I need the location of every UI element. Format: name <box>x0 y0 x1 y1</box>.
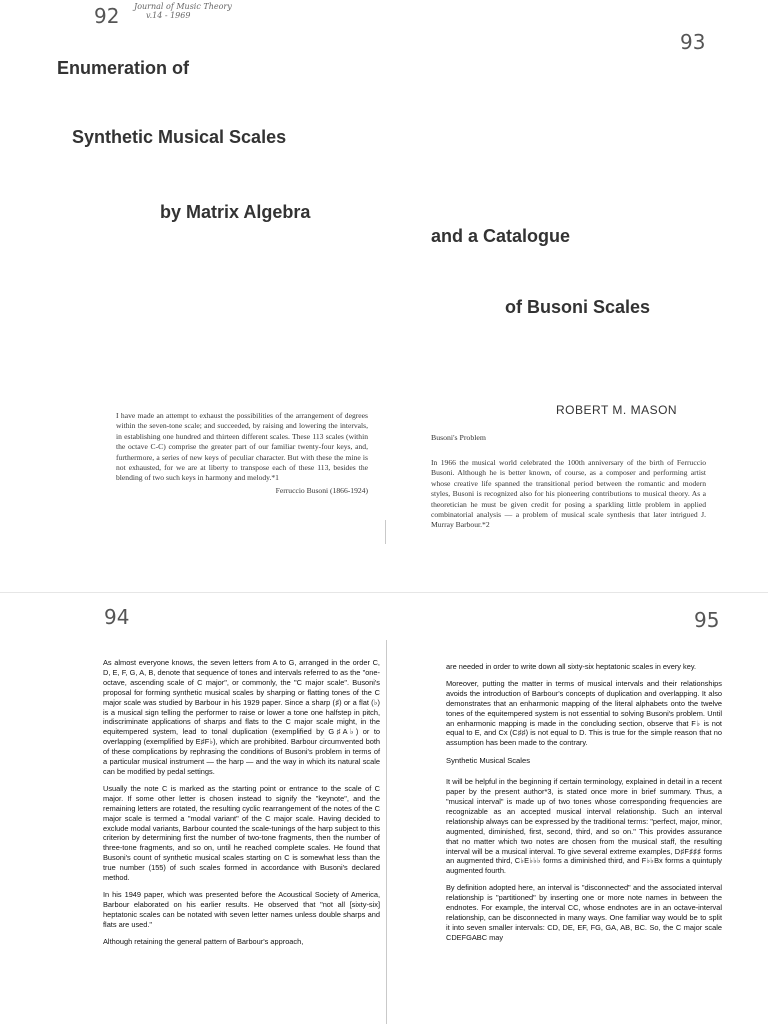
epigraph-attribution: Ferruccio Busoni (1866-1924) <box>275 485 368 495</box>
page-number-94: 94 <box>104 605 130 629</box>
page-95-paragraph-4: By definition adopted here, an interval is "disconnected" and the associated interval relationship is "partitioned" by inserting one or more note names in between the endnotes. For example, the interval CC, whose endnotes are in an octave-interval relationship, can be disconnected in many ways. One familiar way would be to split it into seven smaller intervals: CD, DE, EF, FG, GA, AB, BC. So, the C major scale CDEFGABC may <box>446 883 722 942</box>
page-94-paragraph-4: Although retaining the general pattern of Barbour's approach, <box>103 936 304 946</box>
author-name: ROBERT M. MASON <box>556 403 678 417</box>
page-95-paragraph-1: are needed in order to write down all sixty-six heptatonic scales in every key. <box>446 662 697 671</box>
busoni-problem-text: In 1966 the musical world celebrated the 100th anniversary of the birth of Ferruccio Busoni. Although he is better known, of course, as a composer and performing artist whose creative life spanned the transitional period between the romantic and modern styles, Busoni is recognized also for his pioneering contributions to musical theory. As a theoretician he must be given credit for posing a sparkling little problem in applied combinatorial analysis — a problem of musical scale synthesis that later intrigued J. Murray Barbour.*2 <box>431 458 706 530</box>
page-94-paragraph-1: As almost everyone knows, the seven letters from A to G, arranged in the order C, D, E, F, G, A, B, denote that sequence of tones and intervals referred to as the "one-octave, ascending scale of C major", or commonly, the "C major scale". Busoni's proposal for forming synthetic musical scales by sharping or flatting tones of the C major scale was studied by Barbour in his 1929 paper. Since a sharp (♯) or a flat (♭) is a musical sign telling the performer to raise or lower a tone one halfstep in pitch, indiscriminate applications of sharps and flats to the C major scale might, in the equitempered system, lead to tonal duplication (exemplified by G♯A♭) or to overlapping (exemplified by E♯F♭), which are prohibited. Barbour circumvented both of these complications by rephrasing the conditions of Busoni's problem in terms of a particular musical instrument — the harp — and the way in which its natural scale can be modified by pedal settings. <box>103 658 380 776</box>
page-94-text <box>103 658 380 953</box>
page-95-paragraph-2: Moreover, putting the matter in terms of musical intervals and their relationships avoids the introduction of Barbour's concepts of duplication and overlapping. It also demonstrates that an enharmonic mapping of the literal alphabets onto the twelve tones of the equitempered system is not essential to solving Busoni's problem. Until an enharmonic mapping is made in the concluding section, observe that F♭ is not equal to E, and Cx (C♯♯) is not equal to D. This is true for the simple reason that no assumption has been made to the contrary. <box>446 678 722 748</box>
epigraph <box>116 411 368 496</box>
page-gutter <box>386 640 387 1024</box>
page-number-95: 95 <box>694 608 720 632</box>
page-94-paragraph-3: In his 1949 paper, which was presented before the Acoustical Society of America, Barbour elaborated on his earlier results. He observed that "not all [sixty-six] heptatonic scales can be notated with seven letter names unless double sharps and flats are used." <box>103 889 380 929</box>
title-line-4: and a Catalogue <box>431 226 571 246</box>
page-number-92: 92 <box>94 4 120 28</box>
title-line-5: of Busoni Scales <box>505 297 651 317</box>
handwritten-note <box>134 2 232 20</box>
title-line-2: Synthetic Musical Scales <box>72 127 287 147</box>
handwritten-note-line2: v.14 - 1969 <box>146 11 191 20</box>
title-line-3: by Matrix Algebra <box>160 202 311 222</box>
handwritten-note-line1: Journal of Music Theory <box>134 2 232 11</box>
page-number-93: 93 <box>680 30 706 54</box>
gutter-mark <box>385 520 386 544</box>
epigraph-text: I have made an attempt to exhaust the possibilities of the arrangement of degrees within the seven-tone scale; and succeeded, by raising and lowering the intervals, in establishing one hundred and thirteen different scales. These 113 scales (within the octave C-C) comprise the greater part of our familiar twenty-four keys, and, furthermore, a series of new keys of peculiar character. But with these the mine is not exhausted, for we are at liberty to transpose each of these 113, besides the blending of two such keys in harmony and melody.*1 <box>116 411 368 483</box>
page-94-paragraph-2: Usually the note C is marked as the starting point or entrance to the scale of C major. If some other letter is chosen instead to signify the "keynote", and the remaining letters are rotated, the resulting cyclic rearrangement of the notes of the C major scale is termed a "modal variant" of the C major scale. Having decided to exclude modal variants, Barbour counted the scale-tunings of the harp subject to this criterion by determining first the number of two-tone fragments, then the number of three-tone fragments, and so on, until he reached complete scales. He found that Busoni's count of synthetic musical scales starting on C is somewhat less than the true number (155) of such scales formed in accordance with Busoni's declared method. <box>103 783 380 883</box>
title-line-1: Enumeration of <box>57 58 190 78</box>
page-95-paragraph-3: It will be helpful in the beginning if certain terminology, explained in detail in a recent paper by the present author*3, is stated once more in brief summary. Thus, a "musical interval" is made up of two tones whose corresponding frequencies are recognizable as an accepted musical interval relationship. Such an interval relationship always can be expressed by the traditional terms: "perfect, major, minor, augmented, diminished, first, second, third, and so on." This provides assurance that no matter which two notes are chosen from the musical staff, the resulting interval will be a musical interval. To give several extreme examples, D♯F♯♯♯ forms an augmented third, C♭E♭♭♭ forms a diminished third, and F♭♭Bx forms a quintuply augmented fourth. <box>446 777 722 876</box>
busoni-problem-heading: Busoni's Problem <box>431 433 486 442</box>
synthetic-scales-heading: Synthetic Musical Scales <box>446 756 530 766</box>
spread-divider <box>0 592 768 593</box>
page-95-text <box>446 662 722 950</box>
